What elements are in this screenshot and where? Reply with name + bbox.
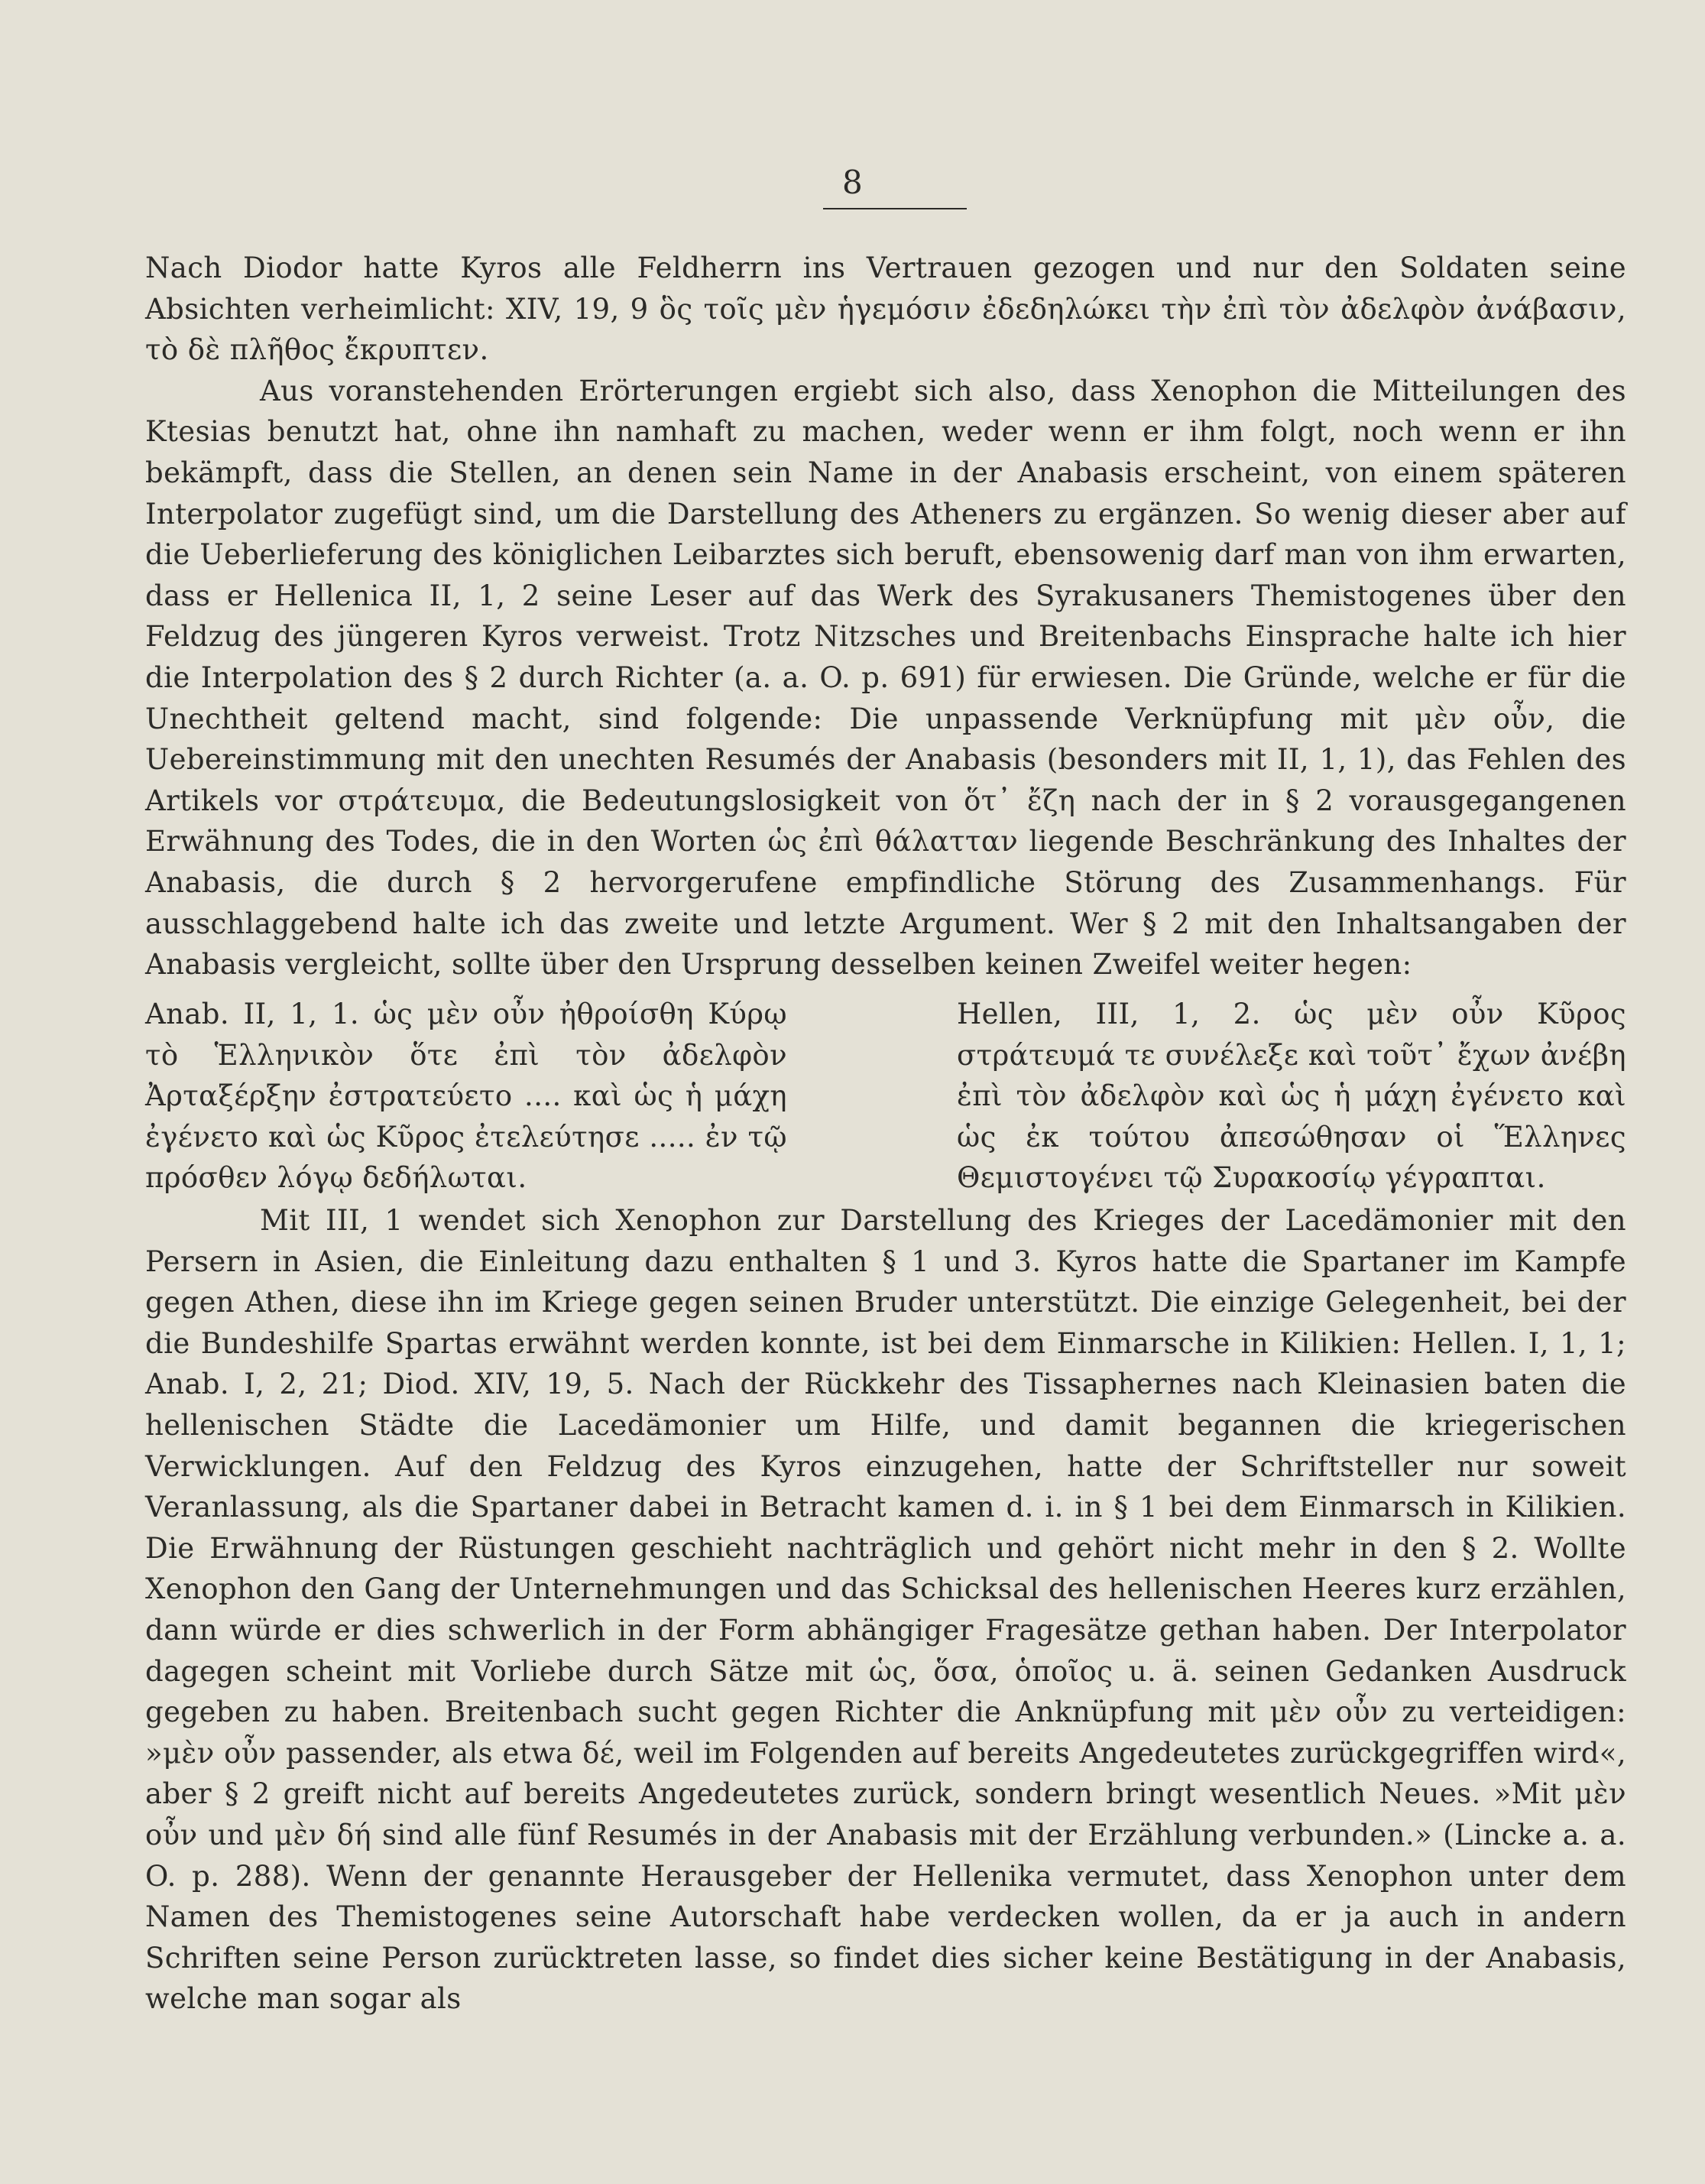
paragraph-1: Nach Diodor hatte Kyros alle Feldherrn ins Vertrauen gezogen und nur den Soldaten seine Absichten verheimlicht: XIV, 19, 9 ὃς τοῖς μὲν ἡγεμόσιν ἐδεδηλώκει τὴν ἐπὶ τὸν ἀδελφὸν ἀνάβασιν, τὸ δὲ πλῆθος ἔκρυπτεν. [145, 252, 1626, 367]
body-text-lower [145, 1200, 1626, 2020]
page-number: 8 [842, 164, 863, 201]
paragraph-2: Aus voranstehenden Erörterungen ergiebt sich also, dass Xenophon die Mitteilungen des Ktesias benutzt hat, ohne ihn namhaft zu machen, weder wenn er ihm folgt, noch wenn er ihn bekämpft, dass die Stellen, an denen sein Name in der Anabasis erscheint, von einem späteren Interpolator zugefügt sind, um die Darstellung des Atheners zu ergänzen. So wenig dieser aber auf die Ueberlieferung des königlichen Leibarztes sich beruft, ebensowenig darf man von ihm erwarten, dass er Hellenica II, 1, 2 seine Leser auf das Werk des Syrakusaners Themistogenes über den Feldzug des jüngeren Kyros verweist. Trotz Nitzsches und Breitenbachs Einsprache halte ich hier die Interpolation des § 2 durch Richter (a. a. O. p. 691) für erwiesen. Die Gründe, welche er für die Unechtheit geltend macht, sind folgende: Die unpassende Verknüpfung mit μὲν οὖν, die Uebereinstimmung mit den unechten Resumés der Anabasis (besonders mit II, 1, 1), das Fehlen des Artikels vor στράτευμα, die Bedeutungslosigkeit von ὅτ᾽ ἔζη nach der in § 2 vorausgegangenen Erwähnung des Todes, die in den Worten ὡς ἐπὶ θάλατταν liegende Beschränkung des Inhaltes der Anabasis, die durch § 2 hervorgerufene empfindliche Störung des Zusammenhangs. Für ausschlaggebend halte ich das zweite und letzte Argument. Wer § 2 mit den Inhaltsangaben der Anabasis vergleicht, sollte über den Ursprung desselben keinen Zweifel weiter hegen: [145, 374, 1626, 982]
comparison-columns [145, 994, 1626, 1199]
comparison-right-column [957, 994, 1626, 1199]
paragraph-3: Mit III, 1 wendet sich Xenophon zur Darstellung des Krieges der Lacedämonier mit den Persern in Asien, die Einleitung dazu enthalten § 1 und 3. Kyros hatte die Spartaner im Kampfe gegen Athen, diese ihn im Kriege gegen seinen Bruder unterstützt. Die einzige Gelegenheit, bei der die Bundeshilfe Spartas erwähnt werden konnte, ist bei dem Einmarsche in Kilikien: Hellen. I, 1, 1; Anab. I, 2, 21; Diod. XIV, 19, 5. Nach der Rückkehr des Tissaphernes nach Kleinasien baten die hellenischen Städte die Lacedämonier um Hilfe, und damit begannen die kriegerischen Verwicklungen. Auf den Feldzug des Kyros einzugehen, hatte der Schriftsteller nur soweit Veranlassung, als die Spartaner dabei in Betracht kamen d. i. in § 1 bei dem Einmarsch in Kilikien. Die Erwähnung der Rüstungen geschieht nachträglich und gehört nicht mehr in den § 2. Wollte Xenophon den Gang der Unternehmungen und das Schicksal des hellenischen Heeres kurz erzählen, dann würde er dies schwerlich in der Form abhängiger Fragesätze gethan haben. Der Interpolator dagegen scheint mit Vorliebe durch Sätze mit ὡς, ὅσα, ὁποῖος u. ä. seinen Gedanken Ausdruck gegeben zu haben. Breitenbach sucht gegen Richter die Anknüpfung mit μὲν οὖν zu verteidigen: »μὲν οὖν passender, als etwa δέ, weil im Folgenden auf bereits Angedeutetes zurückgegriffen wird«, aber § 2 greift nicht auf bereits Angedeutetes zurück, sondern bringt wesentlich Neues. »Mit μὲν οὖν und μὲν δή sind alle fünf Resumés in der Anabasis mit der Erzählung verbunden.» (Lincke a. a. O. p. 288). Wenn der genannte Herausgeber der Hellenika vermutet, dass Xenophon unter dem Namen des Themistogenes seine Autorschaft habe verdecken wollen, da er ja auch in andern Schriften seine Person zurücktreten lasse, so findet dies sicher keine Bestätigung in der Anabasis, welche man sogar als [145, 1204, 1626, 2016]
comparison-left-column [145, 994, 787, 1199]
anabasis-quote: Anab. II, 1, 1. ὡς μὲν οὖν ἠθροίσθη Κύρῳ τὸ Ἑλληνικὸν ὅτε ἐπὶ τὸν ἀδελφὸν Ἀρταξέρξην ἐστρατεύετο .... καὶ ὡς ἡ μάχη ἐγένετο καὶ ὡς Κῦρος ἐτελεύτησε ..... ἐν τῷ πρόσθεν λόγῳ δεδήλωται. [145, 998, 787, 1195]
body-text-upper [145, 248, 1626, 985]
hellenica-quote: Hellen, III, 1, 2. ὡς μὲν οὖν Κῦρος στράτευμά τε συνέλεξε καὶ τοῦτ᾽ ἔχων ἀνέβη ἐπὶ τὸν ἀδελφὸν καὶ ὡς ἡ μάχη ἐγένετο καὶ ὡς ἐκ τούτου ἀπεσώθησαν οἱ Ἕλληνες Θεμιστογένει τῷ Συρακοσίῳ γέγραπται. [957, 998, 1626, 1195]
header-rule [823, 208, 967, 209]
